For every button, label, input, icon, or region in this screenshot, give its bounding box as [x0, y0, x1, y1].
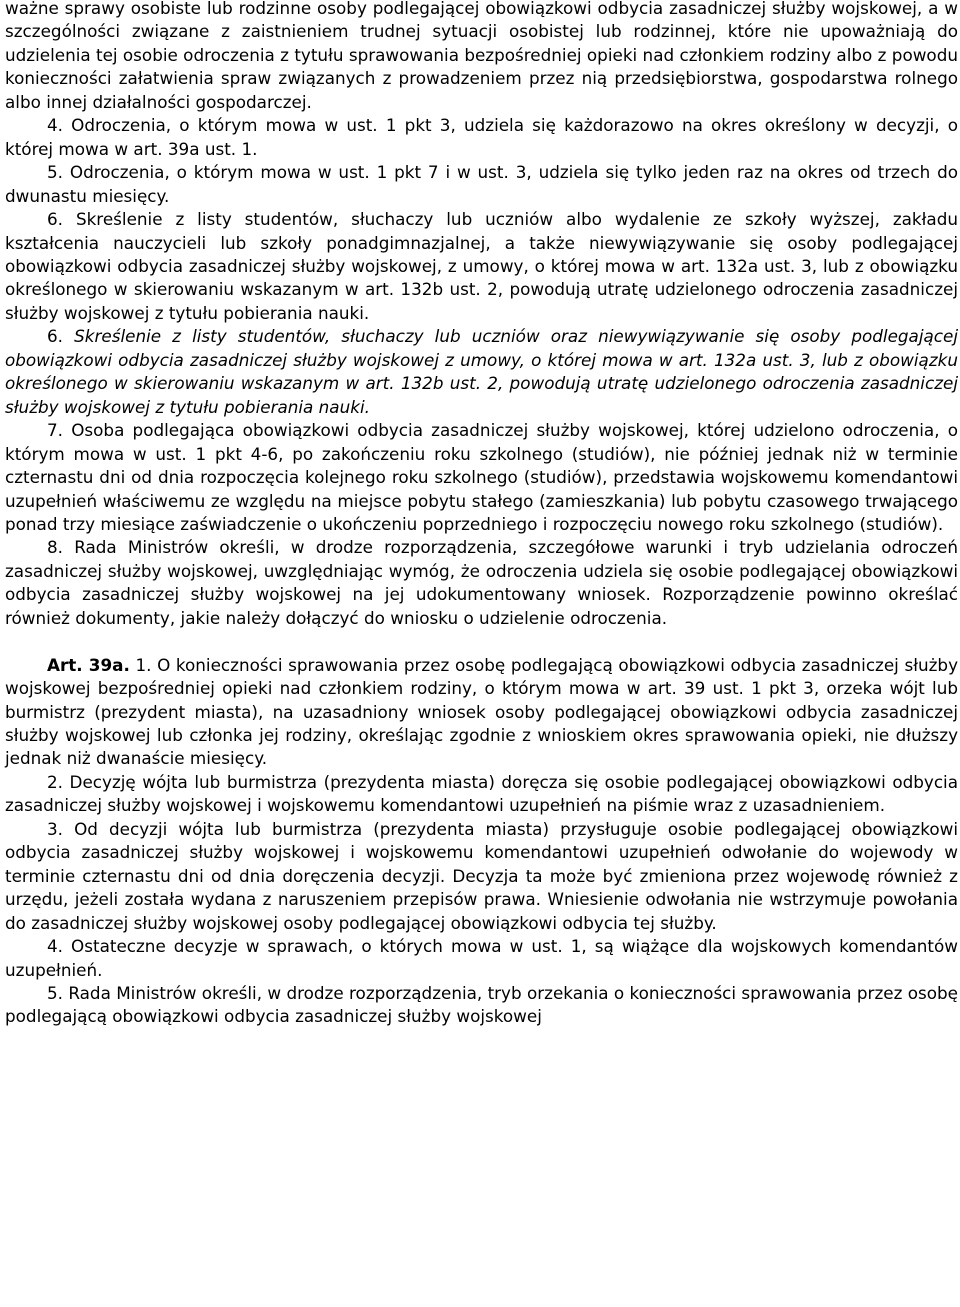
article-39a-paragraph-3: 3. Od decyzji wójta lub burmistrza (prezydenta miasta) przysługuje osobie podlegającej obowiązkowi odbycia zasadniczej służby wojskowej i wojskowemu komendantowi uzupełnień odwołanie do wojewody w terminie czternastu dni od dnia doręczenia decyzji. Decyzja ta może być zmieniona przez wojewodę również z urzędu, jeżeli została wydana z naruszeniem przepisów prawa. Wniesienie odwołania nie wstrzymuje powołania do zasadniczej służby wojskowej osoby podlegającej obowiązkowi odbycia tej służby. [5, 818, 958, 933]
paragraph-6-amended-text: Skreślenie z listy studentów, słuchaczy lub uczniów oraz niewywiązywanie się osoby podlegającej obowiązkowi odbycia zasadniczej służby wojskowej z umowy, o której mowa w art. 132a ust. 3, lub z obowiązku określonego w skierowaniu wskazanym w art. 132b ust. 2, powodują utratę udzielonego odroczenia zasadniczej służby wojskowej z tytułu pobierania nauki. [5, 326, 958, 417]
paragraph-7: 7. Osoba podlegająca obowiązkowi odbycia zasadniczej służby wojskowej, której udzielono odroczenia, o którym mowa w ust. 1 pkt 4-6, po zakończeniu roku szkolnego (studiów), nie później jednak niż w terminie czternastu dni od dnia rozpoczęcia kolejnego roku szkolnego (studiów), przedstawia wojskowemu komendantowi uzupełnień właściwemu ze względu na miejsce pobytu stałego (zamieszkania) lub pobytu czasowego trwającego ponad trzy miesiące zaświadczenie o ukończeniu poprzedniego i rozpoczęciu nowego roku szkolnego (studiów). [5, 420, 958, 534]
paragraph-8: 8. Rada Ministrów określi, w drodze rozporządzenia, szczegółowe warunki i tryb udzielania odroczeń zasadniczej służby wojskowej, uwzględniając wymóg, że odroczenia udziela się osobie podlegającej obowiązkowi odbycia zasadniczej służby wojskowej na jej udokumentowany wniosek. Rozporządzenie powinno określać również dokumenty, jakie należy dołączyć do wniosku o udzielenie odroczenia. [5, 537, 958, 628]
article-39a-paragraph-5: 5. Rada Ministrów określi, w drodze rozporządzenia, tryb orzekania o konieczności sprawowania przez osobę podlegającą obowiązkowi odbycia zasadniczej służby wojskowej [5, 983, 958, 1027]
article-39a-paragraph-1-text: 1. O konieczności sprawowania przez osobę podlegającą obowiązkowi odbycia zasadniczej służby wojskowej bezpośredniej opieki nad członkiem rodziny, o którym mowa w art. 39 ust. 1 pkt 3, orzeka wójt lub burmistrz (prezydent miasta), na uzasadniony wniosek osoby podlegającej obowiązkowi odbycia zasadniczej służby wojskowej lub członka jej rodziny, określając zgodnie z wnioskiem okres sprawowania opieki, nie dłuższy jednak niż dwanaście miesięcy. [5, 654, 958, 769]
article-39a-paragraph-4: 4. Ostateczne decyzje w sprawach, o których mowa w ust. 1, są wiążące dla wojskowych komendantów uzupełnień. [5, 936, 958, 980]
paragraph-5: 5. Odroczenia, o którym mowa w ust. 1 pkt 7 i w ust. 3, udziela się tylko jeden raz na okres od trzech do dwunastu miesięcy. [5, 162, 958, 206]
paragraph-6-amended-number: 6. [47, 326, 64, 347]
paragraph-4: 4. Odroczenia, o którym mowa w ust. 1 pkt 3, udziela się każdorazowo na okres określony w decyzji, o której mowa w art. 39a ust. 1. [5, 115, 958, 159]
section-gap [5, 630, 958, 653]
paragraph-continuation: ważne sprawy osobiste lub rodzinne osoby podlegającej obowiązkowi odbycia zasadniczej służby wojskowej, a w szczególności związane z zaistnieniem trudnej sytuacji osobistej lub rodzinnej, które nie upoważniają do udzielenia tej osobie odroczenia z tytułu sprawowania bezpośredniej opieki nad członkiem rodziny albo z powodu konieczności załatwienia spraw związanych z prowadzeniem przez nią przedsiębiorstwa, gospodarstwa rolnego albo innej działalności gospodarczej. [5, 0, 958, 112]
article-39a-paragraph-1 [5, 654, 958, 771]
article-39a-label: Art. 39a. [47, 654, 130, 675]
document-page [5, 0, 958, 1029]
paragraph-6: 6. Skreślenie z listy studentów, słuchaczy lub uczniów albo wydalenie ze szkoły wyższej, zakładu kształcenia nauczycieli lub szkoły ponadgimnazjalnej, a także niewywiązywanie się osoby podlegającej obowiązkowi odbycia zasadniczej służby wojskowej, z umowy, o której mowa w art. 132a ust. 3, lub z obowiązku określonego w skierowaniu wskazanym w art. 132b ust. 2, powodują utratę udzielonego odroczenia zasadniczej służby wojskowej z tytułu pobierania nauki. [5, 209, 958, 323]
article-39a-paragraph-2: 2. Decyzję wójta lub burmistrza (prezydenta miasta) doręcza się osobie podlegającej obowiązkowi odbycia zasadniczej służby wojskowej i wojskowemu komendantowi uzupełnień na piśmie wraz z uzasadnieniem. [5, 771, 958, 816]
paragraph-6-amended [5, 325, 958, 419]
